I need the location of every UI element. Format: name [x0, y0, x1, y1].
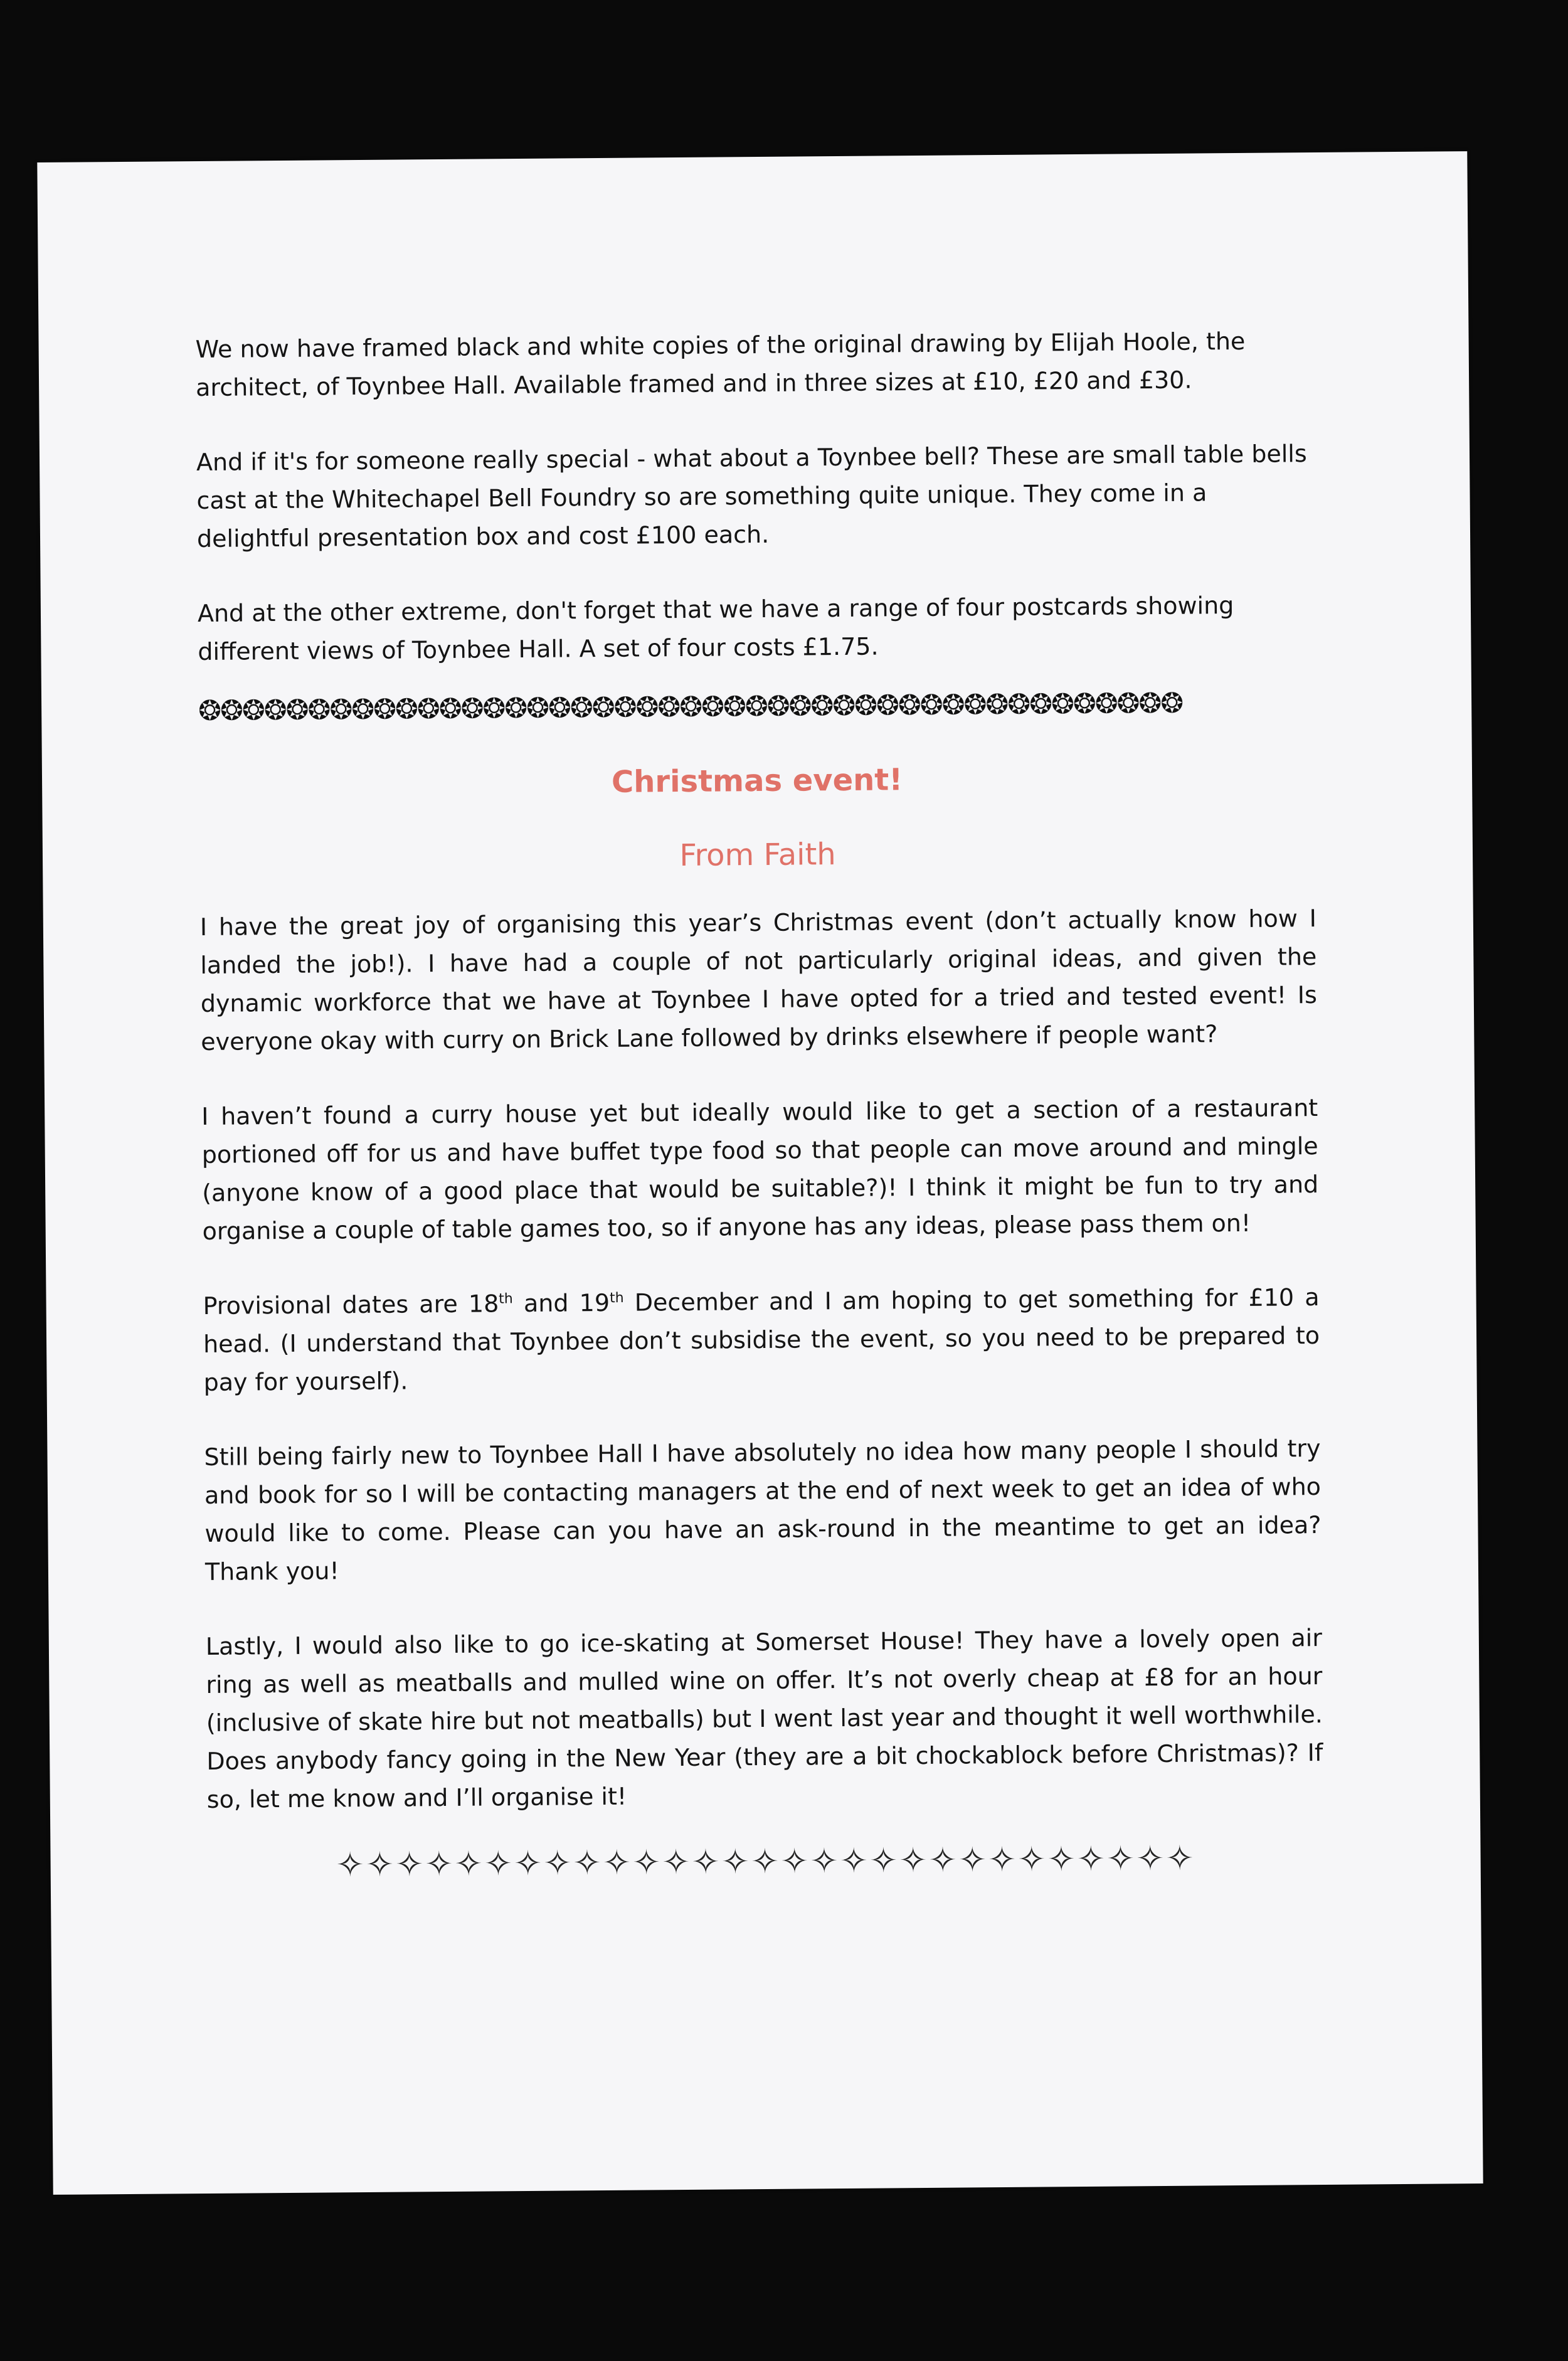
event-paragraph-booking: Still being fairly new to Toynbee Hall I have absolutely no idea how many people I should try and book for so I will be contacting managers at the end of next week to get an idea of who would like to come. Please can you have an ask-round in the meantime to get an idea? Thank you!	[204, 1434, 1322, 1586]
dates-text-c: December and I am hoping to get something for £10 a head. (I understand that Toynbee don’t subsidise the event, so you need to be prepared to pay for yourself).	[203, 1283, 1320, 1396]
shop-paragraph-postcards: And at the other extreme, don't forget that we have a range of four postcards showing different views of Toynbee Hall. A set of four costs £1.75.	[197, 592, 1234, 666]
event-title: Christmas event!	[611, 762, 903, 800]
newsletter-content	[195, 322, 1323, 1888]
shop-paragraph-bell: And if it's for someone really special - what about a Toynbee bell? These are small table bells cast at the Whitechapel Bell Foundry so are something quite unique. They come in a delightful presentation box and cost £100 each.	[196, 440, 1307, 553]
event-paragraph-venue: I haven’t found a curry house yet but ideally would like to get a section of a restaurant portioned off for us and have buffet type food so that people can move around and mingle (anyone know of a good place that would be suitable?)! I think it might be fun to try and organise a couple of table games too, so if anyone has any ideas, please pass them on!	[201, 1094, 1319, 1245]
shop-paragraph-prints: We now have framed black and white copies of the original drawing by Elijah Hoole, the architect, of Toynbee Hall. Available framed and in three sizes at £10, £20 and £30.	[195, 327, 1246, 402]
dates-sup-2: th	[609, 1290, 624, 1307]
event-byline: From Faith	[679, 837, 836, 873]
paper-sheet	[37, 151, 1483, 2195]
dates-text-b: and 19	[512, 1288, 610, 1318]
event-body	[200, 899, 1323, 1819]
dates-text-a: Provisional dates are 18	[203, 1290, 499, 1320]
decorative-divider-top: ❂❂❂❂❂❂❂❂❂❂❂❂❂❂❂❂❂❂❂❂❂❂❂❂❂❂❂❂❂❂❂❂❂❂❂❂❂❂❂❂❂❂❂❂❂	[198, 687, 1183, 728]
decorative-divider-bottom: ✧✧✧✧✧✧✧✧✧✧✧✧✧✧✧✧✧✧✧✧✧✧✧✧✧✧✧✧✧	[336, 1838, 1195, 1885]
event-paragraph-skating: Lastly, I would also like to go ice-skating at Somerset House! They have a lovely open air ring as well as meatballs and mulled wine on offer. It’s not overly cheap at £8 for an hour (inclusive of skate hire but not meatballs) but I went last year and thought it well worthwhile. Does anybody fancy going in the New Year (they are a bit chockablock before Christmas)? If so, let me know and I’ll organise it!	[205, 1623, 1323, 1813]
event-paragraph-dates	[203, 1278, 1320, 1402]
dates-sup-1: th	[499, 1291, 513, 1307]
event-paragraph-intro: I have the great joy of organising this year’s Christmas event (don’t actually know how I landed the job!). I have had a couple of not particularly original ideas, and given the dynamic workforce that we have at Toynbee I have opted for a tried and tested event! Is everyone okay with curry on Brick Lane followed by drinks elsewhere if people want?	[199, 905, 1317, 1056]
